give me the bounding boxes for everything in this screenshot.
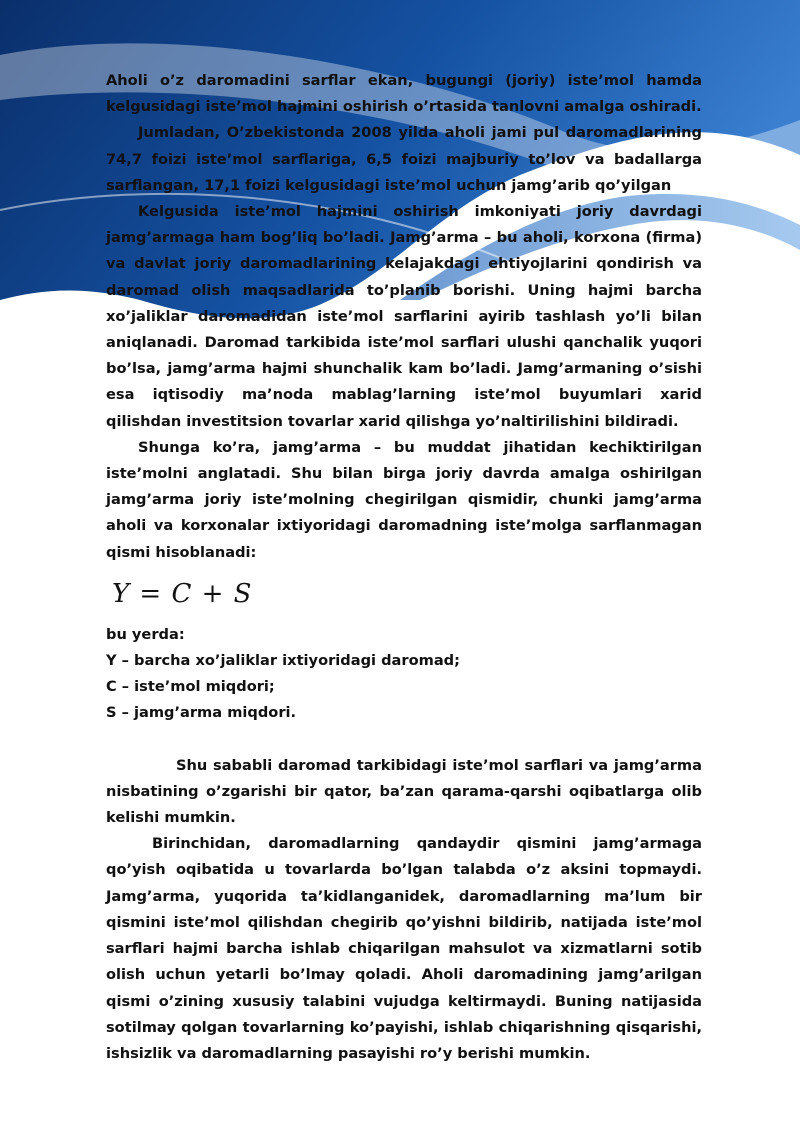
- paragraph-ratio-change: Shu sababli daromad tarkibidagi iste’mol sarflari va jamg’arma nisbatining o’zgarishi bir qator, ba’zan qarama-qarshi oqibatlarga olib kelishi mumkin.: [106, 756, 702, 827]
- definition-c: C – iste’mol miqdori;: [106, 678, 275, 696]
- paragraph-first-consequence: Birinchidan, daromadlarning qandaydir qismini jamg’armaga qo’yish oqibatida u tovarlarda bo’lgan talabda o’z aksini topmaydi. Jamg’arma, yuqorida ta’kidlanganidek, daromadlarning ma’lum bir qismini iste’mol qilishdan chegirib qo’yishni bildirib, natijada iste’mol sarflari hajmi barcha ishlab chiqarilgan mahsulot va xizmatlarni sotib olish uchun yetarli bo’lmay qoladi. Aholi daromadining jamg’arilgan qismi o’zining xususiy talabini vujudga keltirmaydi. Buning natijasida sotilmay qolgan tovarlarning ko’payishi, ishlab chiqarishning qisqarishi, ishsizlik va daromadlarning pasayishi ro’y berishi mumkin.: [106, 835, 702, 1062]
- income-formula: Y = C + S: [112, 578, 253, 609]
- spacer: [106, 727, 702, 753]
- formula-definitions: [106, 622, 702, 727]
- definition-y: Y – barcha xo’jaliklar ixtiyoridagi daromad;: [106, 652, 460, 670]
- definition-s: S – jamg’arma miqdori.: [106, 704, 297, 722]
- paragraph-uzbekistan-stats: Jumladan, O’zbekistonda 2008 yilda aholi jami pul daromadlarining 74,7 foizi iste’mol sarflariga, 6,5 foizi majburiy to’lov va badallarga sarflangan, 17,1 foizi kelgusidagi iste’mol uchun jamg’arib qo’yilgan: [106, 124, 702, 194]
- paragraph-consumption-choice: Aholi o’z daromadini sarflar ekan, bugungi (joriy) iste’mol hamda kelgusidagi iste’mol hajmini oshirish o’rtasida tanlovni amalga oshiradi.: [106, 72, 702, 116]
- definitions-intro: bu yerda:: [106, 625, 185, 643]
- document-body: [106, 68, 702, 1067]
- paragraph-deferred-consumption: Shunga ko’ra, jamg’arma – bu muddat jihatidan kechiktirilgan iste’molni anglatadi. Shu bilan birga joriy davrda amalga oshirilgan jamg’arma joriy iste’molning chegirilgan qismidir, chunki jamg’arma aholi va korxonalar ixtiyoridagi daromadning iste’molga sarflanmagan qismi hisoblanadi:: [106, 438, 702, 561]
- paragraph-savings-definition: Kelgusida iste’mol hajmini oshirish imkoniyati joriy davrdagi jamg’armaga ham bog’liq bo’ladi. Jamg’arma – bu aholi, korxona (firma) va davlat joriy daromadlarining kelajakdagi ehtiyojlarini qondirish va daromad olish maqsadlarida to’planib borishi. Uning hajmi barcha xo’jaliklar daromadidan iste’mol sarflarini ayirib tashlash yo’li bilan aniqlanadi. Daromad tarkibida iste’mol sarflari ulushi qanchalik yuqori bo’lsa, jamg’arma hajmi shunchalik kam bo’ladi. Jamg’armaning o’sishi esa iqtisodiy ma’noda mablag’larning iste’mol buyumlari xarid qilishdan investitsion tovarlar xarid qilishga yo’naltirilishini bildiradi.: [106, 203, 702, 430]
